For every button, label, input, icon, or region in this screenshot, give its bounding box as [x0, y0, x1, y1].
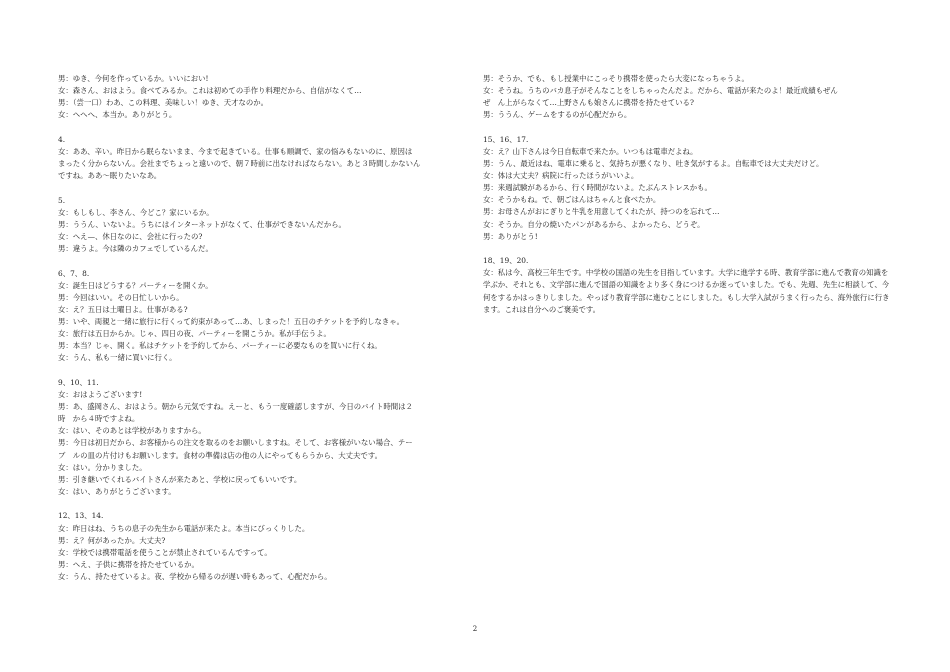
dialogue-line: 女：へへへ、本当か。ありがとう。: [58, 110, 177, 120]
dialogue-line: 女：ああ、辛い。昨日から眠らないまま、今まで起きている。仕事も順調で、家の悩みもないのに、原因は: [58, 146, 413, 156]
dialogue-line: 時 から４時ですよね。: [58, 414, 140, 424]
dialogue-block-12-14-continued: [483, 73, 895, 121]
dialogue-line: 女：そうか。自分の焼いたパンがあるから、よかったら、どうぞ。: [483, 219, 705, 229]
dialogue-line: 男：（尝一口）わあ、この料理、美味しい！ゆき、天才なのか。: [58, 98, 269, 108]
dialogue-line: 男：ううん、ゲームをするのが心配だから。: [483, 110, 632, 120]
dialogue-block-15-17: [483, 134, 895, 243]
dialogue-line: 女：はい、そのあとは学校がありますから。: [58, 426, 206, 436]
dialogue-line: 女：おはようございます!: [58, 390, 143, 400]
dialogue-line: 女：うん、私も一緒に買いに行く。: [58, 353, 177, 363]
question-number-heading: 6、7、8.: [58, 268, 90, 278]
dialogue-line: 男：ありがとう!: [483, 231, 538, 241]
dialogue-line: 男：いや、両親と一緒に旅行に行くって約束があって…あ、しまった！五日のチケットを予約しなきゃ。: [58, 317, 405, 327]
dialogue-block-4: [58, 134, 468, 182]
question-number-heading: 18、19、20.: [483, 256, 529, 266]
dialogue-line: 女：え？五日は土曜日よ。仕事がある?: [58, 305, 188, 314]
dialogue-line: ぜ ん上がらなくて…上野さんも娘さんに携帯を持たせている?: [483, 98, 694, 108]
question-number-heading: 9、10、11.: [58, 377, 99, 387]
dialogue-line: 女：学校では携帯電話を使うことが禁止されているんですって。: [58, 547, 272, 557]
dialogue-line: 女：体は大丈夫？病院に行ったほうがいいよ。: [483, 171, 639, 181]
dialogue-block-12-14: [58, 510, 468, 583]
dialogue-line: 男：ううん、いないよ。うちにはインターネットがなくて、仕事ができないんだから。: [58, 219, 346, 229]
monologue-paragraph: 女：私は今、高校三年生です。中学校の国語の先生を目指しています。大学に進学する時、教育学部に進んで教育の知識を学ぶか、それとも、文学部に進んで国語の知識をより多く身につけるか迷っていました。でも、先週、先生に相談して、今何をするかはっきりしました。やっぱり教育学部に進むことにしました。もし大学入試がうまく行ったら、海外旅行に行きます。これは自分へのご褒美です。: [483, 268, 890, 314]
dialogue-block-9-11: [58, 377, 468, 498]
question-number-heading: 15、16、17.: [483, 134, 529, 144]
dialogue-line: 男：引き継いでくれるバイトさんが来たあと、学校に戻ってもいいです。: [58, 474, 302, 484]
dialogue-line: 女：そうかもね。で、朝ごはんはちゃんと食べたか。: [483, 195, 661, 205]
dialogue-line: 男：来週試験があるから、行く時間がないよ。たぶんストレスかも。: [483, 183, 712, 193]
dialogue-line: まったく分からないん。会社までちょっと遠いので、朝７時前に出なければならない。あと３時間しかないん: [58, 159, 421, 169]
dialogue-line: 男：そうか、でも、もし授業中にこっそり携帯を使ったら大変になっちゃうよ。: [483, 74, 749, 83]
dialogue-line: 女：そうね。うちのバカ息子がそんなことをしちゃったんだよ。だから、電話が来たのよ！最近成績もぜん: [483, 86, 838, 96]
dialogue-line: 女：はい。分かりました。: [58, 462, 147, 472]
dialogue-line: 女：誕生日はどうする？パーティーを開くか。: [58, 280, 213, 290]
dialogue-line: 男：今回はいい。その日忙しいから。: [58, 292, 184, 302]
dialogue-line: 男：え？何があったか。大丈夫?: [58, 535, 166, 545]
dialogue-line: 男：お母さんがおにぎりと牛乳を用意してくれたが、持つのを忘れて…: [483, 207, 720, 217]
dialogue-block-6-8: [58, 268, 468, 365]
dialogue-block-3-end: [58, 73, 468, 121]
dialogue-line: 女：はい、ありがとうございます。: [58, 486, 176, 496]
dialogue-line: 女：うん、持たせているよ。夜、学校から帰るのが遅い時もあって、心配だから。: [58, 571, 332, 581]
dialogue-line: 女：もしもし、李さん、今どこ？家にいるか。: [58, 207, 214, 217]
dialogue-line: 男：本当？じゃ、開く。私はチケットを予約してから、パーティーに必要なものを買いに行くね。: [58, 341, 382, 351]
right-column: [483, 73, 895, 328]
dialogue-line: 男：うん、最近はね、電車に乗ると、気持ちが悪くなり、吐き気がするよ。自転車では大丈夫だけど。: [483, 159, 824, 169]
monologue-block-18-20: [483, 255, 895, 315]
question-number-heading: 12、13、14.: [58, 511, 104, 521]
dialogue-line: 女：森さん、おはよう。食べてみるか。これは初めての手作り料理だから、自信がなくて…: [58, 86, 362, 96]
dialogue-line: 女：昨日はね、うちの息子の先生から電話が来たよ。本当にびっくりした。: [58, 523, 310, 533]
dialogue-line: 女：え？山下さんは今日自転車で来たか。いつもは電車だよね。: [483, 146, 698, 156]
question-number-heading: 4.: [58, 134, 66, 144]
question-number-heading: 5.: [58, 195, 66, 205]
dialogue-line: 男：ゆき、今何を作っているか。いいにおい!: [58, 74, 209, 83]
dialogue-line: 女：旅行は五日からか。じゃ、四日の夜、パーティーを開こうか。私が手伝うよ。: [58, 329, 331, 339]
dialogue-line: 女：へえ—、休日なのに、会社に行ったの?: [58, 232, 203, 242]
dialogue-line: ですね。ああ～眠りたいなあ。: [58, 171, 162, 181]
dialogue-line: 男：あ、盛岡さん、おはよう。朝から元気ですね。えーと、もう一度確認しますが、今日のバイト時間は２: [58, 402, 413, 412]
left-column: [58, 73, 468, 595]
dialogue-line: 男：へえ、子供に携帯を持たせているか。: [58, 559, 199, 569]
dialogue-line: ブ ルの皿の片付けもお願いします。食材の準備は店の他の人にやってもらうから、大丈夫です。: [58, 450, 383, 460]
dialogue-line: 男：違うよ。今は隣のカフェでしているんだ。: [58, 244, 213, 254]
dialogue-line: 男：今日は初日だから、お客様からの注文を取るのをお願いしますね。そして、お客様がいない場合、テー: [58, 438, 413, 448]
page-number: 2: [472, 625, 478, 633]
dialogue-block-5: [58, 195, 468, 255]
